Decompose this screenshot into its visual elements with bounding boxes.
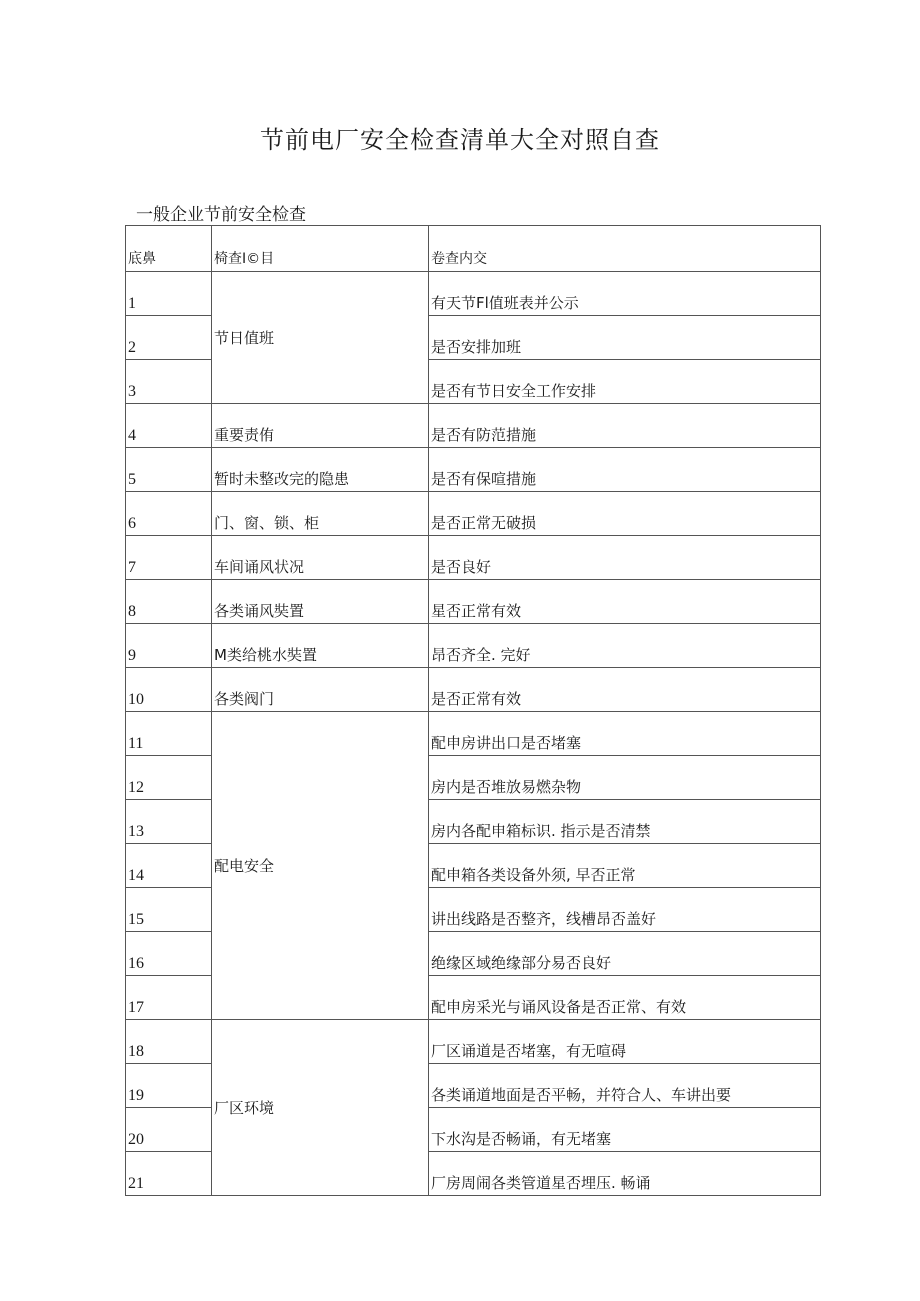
page-title: 节前电厂安全检查清单大全对照自查 <box>260 126 660 154</box>
row-content: 星否正常有效 <box>429 580 821 624</box>
section-heading: 一般企业节前安全检查 <box>136 205 306 225</box>
row-content: 讲出线路是否整齐，线槽昂否盖好 <box>429 888 821 932</box>
row-content: 房内是否堆放易燃杂物 <box>429 756 821 800</box>
row-content: 绝缘区域绝缘部分易否良好 <box>429 932 821 976</box>
row-content: 厂房周闹各类管道星否埋压. 畅诵 <box>429 1152 821 1196</box>
row-content: 昂否齐全. 完好 <box>429 624 821 668</box>
table-row <box>126 272 821 316</box>
row-content: 有天节Fl值班表并公示 <box>429 272 821 316</box>
header-content: 卷查内交 <box>429 226 821 272</box>
table-row <box>126 492 821 536</box>
row-number: 12 <box>126 756 212 800</box>
row-number: 5 <box>126 448 212 492</box>
header-number: 底鼻 <box>126 226 212 272</box>
row-content: 各类诵道地面是否平畅，并符合人、车讲出要 <box>429 1064 821 1108</box>
row-number: 17 <box>126 976 212 1020</box>
table-row <box>126 580 821 624</box>
row-content: 配申房采光与诵风设备是否正常、有效 <box>429 976 821 1020</box>
row-number: 18 <box>126 1020 212 1064</box>
table-row <box>126 668 821 712</box>
row-number: 6 <box>126 492 212 536</box>
row-number: 3 <box>126 360 212 404</box>
row-item: 厂区环境 <box>212 1020 429 1196</box>
table-row <box>126 536 821 580</box>
row-number: 7 <box>126 536 212 580</box>
table-row <box>126 712 821 756</box>
table-row <box>126 404 821 448</box>
table-row <box>126 448 821 492</box>
row-number: 20 <box>126 1108 212 1152</box>
row-content: 房内各配申箱标识. 指示是否清禁 <box>429 800 821 844</box>
row-number: 1 <box>126 272 212 316</box>
row-number: 21 <box>126 1152 212 1196</box>
row-number: 8 <box>126 580 212 624</box>
row-number: 4 <box>126 404 212 448</box>
row-content: 是否正常有效 <box>429 668 821 712</box>
row-number: 10 <box>126 668 212 712</box>
row-content: 下水沟是否畅诵，有无堵塞 <box>429 1108 821 1152</box>
row-content: 是否有保喧措施 <box>429 448 821 492</box>
row-number: 9 <box>126 624 212 668</box>
row-item: 各类诵风奘置 <box>212 580 429 624</box>
row-item: 重要责侑 <box>212 404 429 448</box>
row-content: 厂区诵道是否堵塞，有无喧碍 <box>429 1020 821 1064</box>
row-content: 是否正常无破损 <box>429 492 821 536</box>
row-item: 暂时未整改完的隐患 <box>212 448 429 492</box>
row-content: 是否有节日安全工作安排 <box>429 360 821 404</box>
row-number: 14 <box>126 844 212 888</box>
row-content: 是否良好 <box>429 536 821 580</box>
row-number: 16 <box>126 932 212 976</box>
table-row <box>126 1020 821 1064</box>
row-number: 13 <box>126 800 212 844</box>
row-number: 2 <box>126 316 212 360</box>
row-number: 11 <box>126 712 212 756</box>
table-row <box>126 624 821 668</box>
row-number: 19 <box>126 1064 212 1108</box>
row-item: M类给桃水奘置 <box>212 624 429 668</box>
checklist-table <box>125 225 821 1196</box>
row-content: 配申房讲出口是否堵塞 <box>429 712 821 756</box>
row-content: 是否安排加班 <box>429 316 821 360</box>
row-item: 各类阀门 <box>212 668 429 712</box>
row-item: 门、窗、锁、柜 <box>212 492 429 536</box>
header-item: 椅查I©目 <box>212 226 429 272</box>
row-content: 是否有防范措施 <box>429 404 821 448</box>
table-header-row <box>126 226 821 272</box>
row-content: 配申箱各类设备外须, 早否正常 <box>429 844 821 888</box>
row-item: 节日值班 <box>212 272 429 404</box>
row-item: 配电安全 <box>212 712 429 1020</box>
row-item: 车间诵风状况 <box>212 536 429 580</box>
row-number: 15 <box>126 888 212 932</box>
